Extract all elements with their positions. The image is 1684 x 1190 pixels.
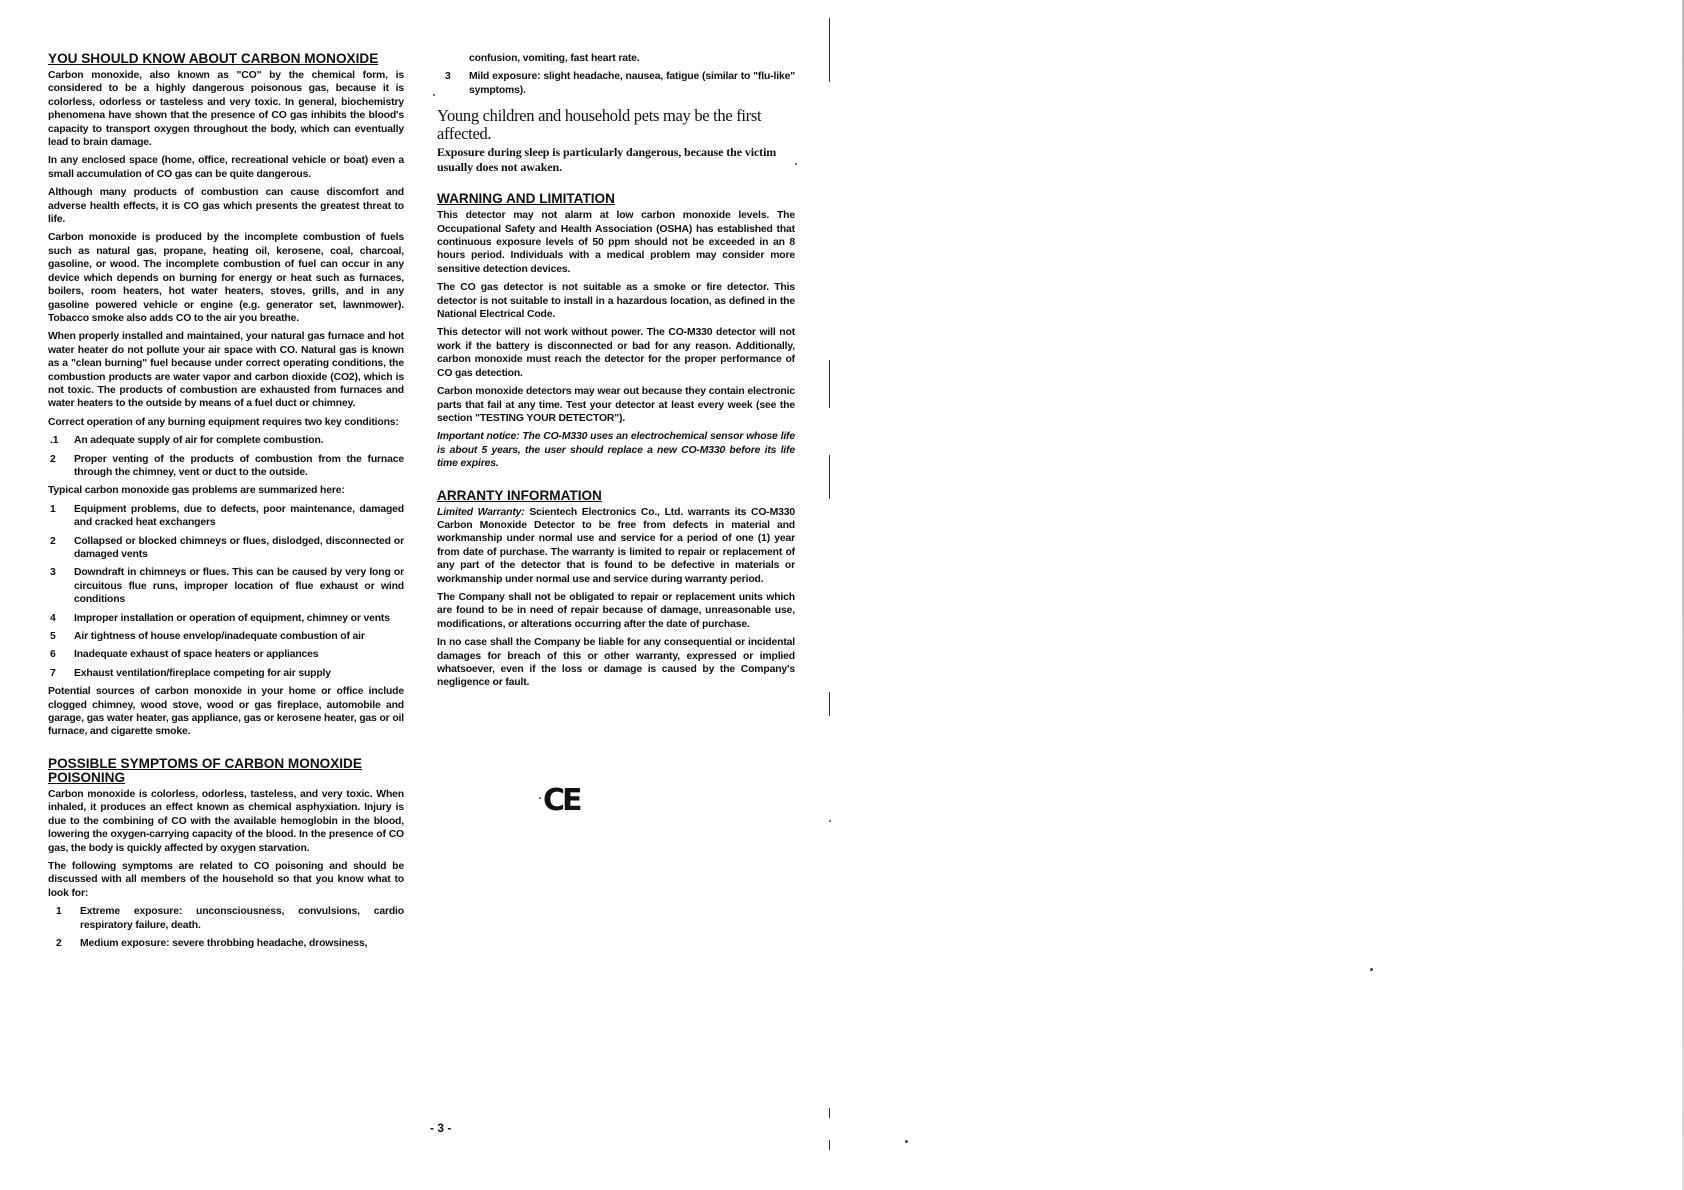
list-text: Mild exposure: slight headache, nausea, fatigue (similar to "flu-like" symptoms). <box>469 71 795 96</box>
list-text: Equipment problems, due to defects, poor maintenance, damaged and cracked heat exchangers <box>74 503 404 529</box>
fold-line <box>829 18 830 82</box>
warranty-paragraph: In no case shall the Company be liable for any consequential or incidental damages for breach of this or other warranty, expressed or implied whatsoever, even if the loss or damage is caused by the Company's negligence or fault. <box>437 637 795 689</box>
list-number: 7 <box>50 667 56 679</box>
list-text: Extreme exposure: unconsciousness, convulsions, cardio respiratory failure, death. <box>80 906 404 931</box>
warranty-section-title: ARRANTY INFORMATION <box>437 487 602 503</box>
warranty-paragraph: The Company shall not be obligated to repair or replacement units which are found to be in need of repair because of damage, unreasonable use, modifications, or alterations occurring after the date of purchase. <box>437 591 795 630</box>
list-item <box>48 453 404 480</box>
list-text: Collapsed or blocked chimneys or flues, dislodged, disconnected or damaged vents <box>74 535 404 560</box>
list-item <box>48 648 404 661</box>
list-item <box>48 566 404 606</box>
list-item <box>48 535 404 562</box>
co-paragraph: Although many products of combustion can cause discomfort and adverse health effects, it is CO gas which presents the greatest threat to life. <box>48 187 404 226</box>
co-paragraph: In any enclosed space (home, office, recreational vehicle or boat) even a small accumulation of CO gas can be quite dangerous. <box>48 155 404 180</box>
warning-paragraph: The CO gas detector is not suitable as a smoke or fire detector. This detector is not suitable to install in a hazardous location, as defined in the National Electrical Code. <box>437 282 795 321</box>
warranty-paragraph <box>437 506 795 586</box>
co-paragraph: Correct operation of any burning equipment requires two key conditions: <box>48 416 399 428</box>
symptoms-list <box>48 905 404 950</box>
list-text: Downdraft in chimneys or flues. This can be caused by very long or circuitous flue runs, improper location of flue exhaust or wind conditions <box>74 567 404 606</box>
young-children-warning: Young children and household pets may be the first affected. <box>437 106 762 144</box>
list-number: 6 <box>50 649 56 661</box>
list-number: 3 <box>50 567 56 579</box>
fold-line <box>829 1108 830 1118</box>
sleep-warning: Exposure during sleep is particularly dangerous, because the victim usually does not awaken. <box>437 145 777 174</box>
list-number: 5 <box>50 631 56 643</box>
page-number: - 3 - <box>430 1121 452 1135</box>
list-item <box>48 503 404 530</box>
symptoms-section-title: POSSIBLE SYMPTOMS OF CARBON MONOXIDE POISONING <box>48 755 362 785</box>
fold-line <box>829 360 830 408</box>
warning-paragraph: This detector may not alarm at low carbon monoxide levels. The Occupational Safety and Health Association (OSHA) has established that continuous exposure levels of 50 ppm should not be exceeded in an 8 hours period. Individuals with a medical problem may consider more sensitive detection devices. <box>437 210 795 275</box>
symptoms-paragraph: The following symptoms are related to CO poisoning and should be discussed with all members of the household so that you know what to look for: <box>48 860 404 899</box>
list-text: Improper installation or operation of equipment, chimney or vents <box>74 612 390 624</box>
scan-speck <box>795 163 797 165</box>
list-item <box>48 905 404 932</box>
co-paragraph: Carbon monoxide is produced by the incomplete combustion of fuels such as natural gas, propane, heating oil, kerosene, coal, charcoal, gasoline, or wood. The incomplete combustion of fuel can occur in any device which depends on burning for energy or heat such as furnaces, boilers, room heaters, hot water heaters, stoves, grills, and in any gasoline powered vehicle or engine (e.g. generator set, lawnmower). Tobacco smoke also adds CO to the air you breathe. <box>48 232 404 324</box>
list-text: Exhaust ventilation/fireplace competing for air supply <box>74 667 331 679</box>
list-number: 3 <box>445 71 451 83</box>
list-number: .1 <box>50 435 59 447</box>
scan-speck <box>829 820 831 822</box>
symptoms-paragraph: Carbon monoxide is colorless, odorless, tasteless, and very toxic. When inhaled, it produces an effect known as chemical asphyxiation. Injury is due to the combining of CO with the available hemoglobin in the blood, lowering the oxygen-carrying capacity of the blood. In the presence of CO gas, the body is quickly affected by oxygen starvation. <box>48 788 404 854</box>
list-number: 2 <box>50 535 56 547</box>
list-number: 1 <box>56 906 62 918</box>
warning-section-title: WARNING AND LIMITATION <box>437 191 615 207</box>
important-notice: Important notice: The CO-M330 uses an electrochemical sensor whose life is about 5 years, the user should replace a new CO-M330 before its life time expires. <box>437 431 795 470</box>
list-number: 1 <box>50 503 56 515</box>
fold-line <box>829 692 830 716</box>
co-paragraph: When properly installed and maintained, your natural gas furnace and hot water heater do not pollute your air space with CO. Natural gas is known as a "clean burning" fuel because under correct operating conditions, the combustion products are water vapor and carbon dioxide (CO2), which is not toxic. The products of combustion are exhausted from furnaces and water heaters to the outside by means of a fuel duct or chimney. <box>48 331 404 410</box>
list-text: Air tightness of house envelop/inadequate combustion of air <box>74 631 365 643</box>
scan-speck <box>433 94 435 96</box>
co-section-title: YOU SHOULD KNOW ABOUT CARBON MONOXIDE <box>48 51 379 66</box>
list-item <box>48 937 404 950</box>
fold-line <box>829 1140 830 1150</box>
warranty-lead: Limited Warranty: <box>437 506 525 518</box>
list-item <box>437 52 795 65</box>
warning-paragraph: Carbon monoxide detectors may wear out because they contain electronic parts that fail at any time. Test your detector at least every week (see the section "TESTING YOUR DETECTOR"). <box>437 386 795 424</box>
list-text: confusion, vomiting, fast heart rate. <box>469 53 640 64</box>
problems-list <box>48 503 404 680</box>
list-text: Proper venting of the products of combustion from the furnace through the chimney, vent or duct to the outside. <box>74 453 404 478</box>
list-number: 4 <box>50 612 56 624</box>
list-item <box>48 630 404 643</box>
list-number: 2 <box>50 453 56 465</box>
right-column <box>437 52 795 695</box>
list-text: Inadequate exhaust of space heaters or appliances <box>74 649 319 661</box>
list-text: An adequate supply of air for complete combustion. <box>74 435 324 447</box>
warning-paragraph: This detector will not work without power. The CO-M330 detector will not work if the battery is disconnected or bad for any reason. Additionally, carbon monoxide must reach the detector for the proper performance of CO gas detection. <box>437 327 795 379</box>
left-column <box>48 52 404 955</box>
list-item <box>48 667 404 680</box>
co-paragraph: Potential sources of carbon monoxide in your home or office include clogged chimney, wood stove, wood or gas fireplace, automobile and garage, gas water heater, gas appliance, gas or kerosene heater, gas or oil furnace, and cigarette smoke. <box>48 686 404 738</box>
list-item <box>437 70 795 97</box>
scan-speck <box>905 1140 908 1143</box>
scan-speck <box>1370 968 1373 971</box>
scan-speck <box>539 797 541 799</box>
list-text: Medium exposure: severe throbbing headache, drowsiness, <box>80 937 368 949</box>
list-item <box>48 612 404 625</box>
conditions-list <box>48 434 404 479</box>
co-paragraph: Carbon monoxide, also known as "CO" by the chemical form, is considered to be a highly dangerous poisonous gas, because it is colorless, odorless or tasteless and very toxic. In general, biochemistry phenomena have shown that the presence of CO gas inhibits the blood's capacity to transport oxygen throughout the body, which can eventually lead to brain damage. <box>48 70 404 149</box>
list-item <box>48 434 404 447</box>
ce-mark-logo: CE <box>543 783 580 818</box>
list-number: 2 <box>56 937 62 949</box>
warranty-text: Scientech Electronics Co., Ltd. warrants its CO-M330 Carbon Monoxide Detector to be free from defects in material and workmanship under normal use and service for a period of one (1) year from date of purchase. The warranty is limited to repair or replacement of any part of the detector that is found to be defective in materials or workmanship under normal use and service during warranty period. <box>437 506 796 585</box>
fold-line <box>829 455 830 499</box>
co-paragraph: Typical carbon monoxide gas problems are summarized here: <box>48 485 345 497</box>
